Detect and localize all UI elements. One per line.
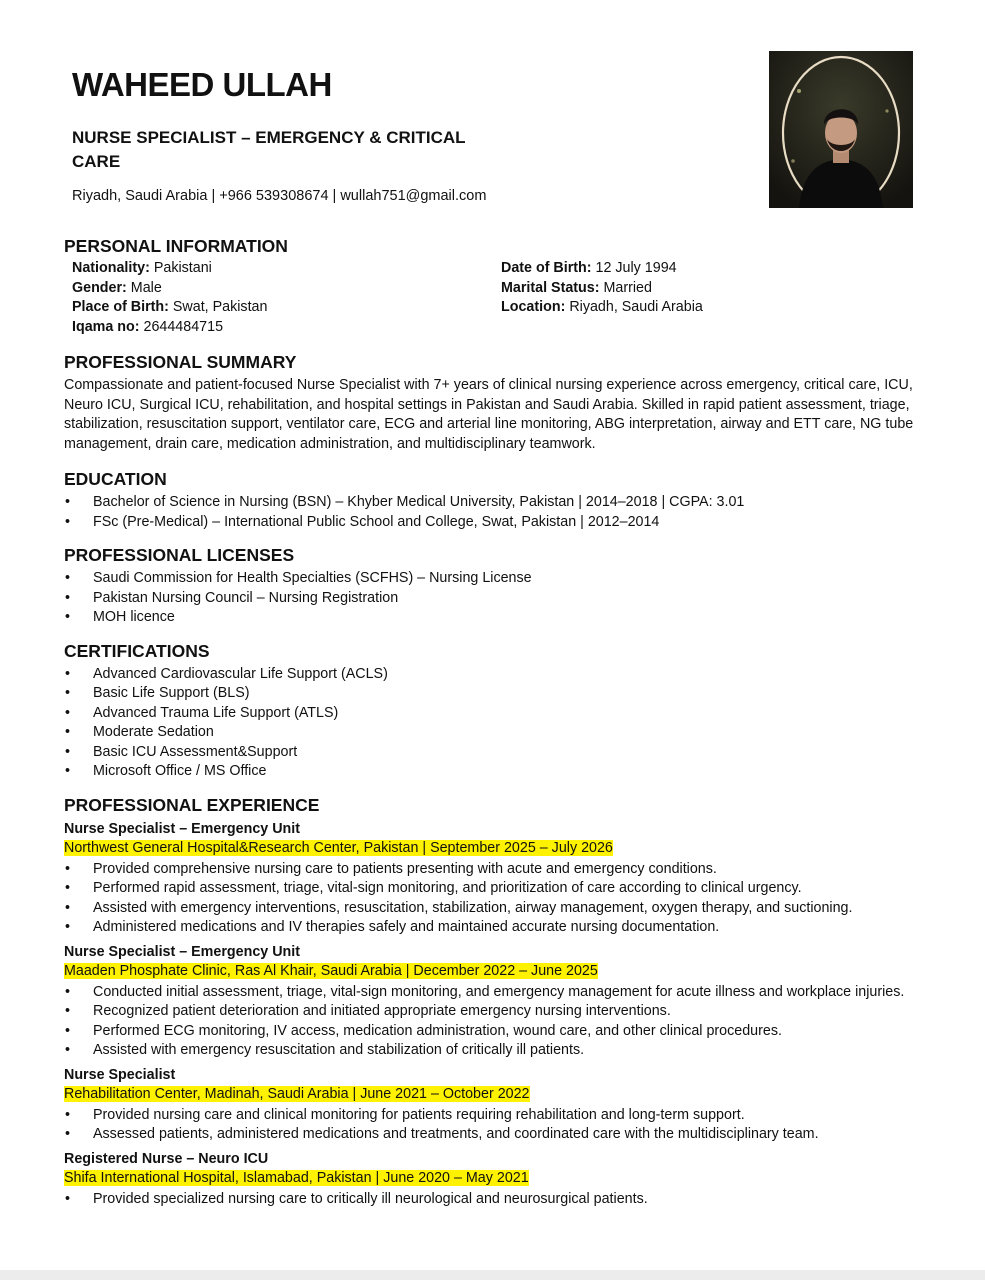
list-item: • Conducted initial assessment, triage, vital-sign monitoring, and emergency management for acute illness and workplace injuries. bbox=[64, 983, 924, 1003]
info-row bbox=[72, 279, 267, 299]
info-value: Pakistani bbox=[149, 260, 212, 276]
licenses-heading: PROFESSIONAL LICENSES bbox=[64, 545, 295, 565]
list-item: • Microsoft Office / MS Office bbox=[64, 762, 924, 782]
certifications-heading: CERTIFICATIONS bbox=[64, 640, 210, 661]
list-item: • Provided specialized nursing care to critically ill neurological and neurosurgical patients. bbox=[64, 1190, 924, 1210]
job-entry bbox=[64, 820, 924, 938]
info-label: Gender: bbox=[72, 279, 127, 296]
job-employer-highlight: Northwest General Hospital&Research Center, Pakistan | September 2025 – July 2026 bbox=[64, 840, 613, 856]
info-label: Date of Birth: bbox=[501, 260, 592, 276]
job-entry bbox=[64, 1066, 924, 1145]
list-item: • Basic Life Support (BLS) bbox=[64, 684, 924, 704]
job-employer-highlight: Rehabilitation Center, Madinah, Saudi Arabia | June 2021 – October 2022 bbox=[64, 1086, 530, 1102]
list-item: • Performed ECG monitoring, IV access, medication administration, wound care, and other clinical procedures. bbox=[64, 1022, 924, 1042]
certifications-list bbox=[64, 665, 924, 782]
info-label: Marital Status: bbox=[501, 279, 600, 296]
list-item: • Moderate Sedation bbox=[64, 723, 924, 743]
list-item: • Assisted with emergency interventions, resuscitation, stabilization, airway management, oxygen therapy, and suctioning. bbox=[64, 899, 924, 919]
list-item: • Saudi Commission for Health Specialties (SCFHS) – Nursing License bbox=[64, 569, 924, 589]
job-duties bbox=[64, 1106, 924, 1145]
summary-heading: PROFESSIONAL SUMMARY bbox=[64, 352, 297, 372]
job-duties bbox=[64, 860, 924, 938]
list-item: • Provided nursing care and clinical monitoring for patients requiring rehabilitation and long-term support. bbox=[64, 1106, 924, 1126]
info-label: Nationality: bbox=[72, 260, 150, 276]
list-item: • Assessed patients, administered medications and treatments, and coordinated care with the multidisciplinary team. bbox=[64, 1125, 924, 1145]
resume-body bbox=[64, 235, 924, 1209]
education-heading: EDUCATION bbox=[64, 469, 167, 489]
summary-text: Compassionate and patient-focused Nurse Specialist with 7+ years of clinical nursing experience across emergency, critical care, ICU, Neuro ICU, Surgical ICU, rehabilitation, and hospital settings in Pakistan and Saudi Arabia. Skilled in rapid patient assessment, triage, stabilization, resuscitation support, ventilator care, ECG and arterial line monitoring, ABG interpretation, airway and ETT care, NG tube management, drain care, medication administration, and multidisciplinary teamwork. bbox=[64, 377, 914, 452]
job-entry bbox=[64, 1150, 924, 1210]
info-label: Location: bbox=[501, 299, 566, 315]
list-item: • Basic ICU Assessment&Support bbox=[64, 743, 924, 763]
info-value: Riyadh, Saudi Arabia bbox=[565, 299, 703, 315]
list-item: • Administered medications and IV therapies safely and maintained accurate nursing documentation. bbox=[64, 918, 924, 938]
info-row bbox=[72, 298, 267, 318]
info-value: 2644484715 bbox=[139, 318, 224, 335]
list-item: • Performed rapid assessment, triage, vital-sign monitoring, and prioritization of care according to clinical urgency. bbox=[64, 879, 924, 899]
personal-info-grid bbox=[64, 259, 924, 339]
list-item: • FSc (Pre-Medical) – International Public School and College, Swat, Pakistan | 2012–2014 bbox=[64, 513, 924, 533]
list-item: • MOH licence bbox=[64, 608, 924, 628]
candidate-name: WAHEED ULLAH bbox=[72, 66, 332, 103]
personal-info-heading: PERSONAL INFORMATION bbox=[64, 236, 288, 256]
job-employer bbox=[64, 1169, 924, 1189]
info-row bbox=[72, 259, 267, 279]
info-row bbox=[501, 298, 703, 318]
profile-photo bbox=[769, 51, 913, 208]
list-item: • Pakistan Nursing Council – Nursing Registration bbox=[64, 589, 924, 609]
info-label: Iqama no: bbox=[72, 318, 140, 335]
info-value: 12 July 1994 bbox=[591, 260, 677, 276]
info-row bbox=[72, 318, 267, 338]
list-item: • Bachelor of Science in Nursing (BSN) – Khyber Medical University, Pakistan | 2014–2018 | CGPA: 3.01 bbox=[64, 493, 924, 513]
job-role: Nurse Specialist bbox=[64, 1066, 176, 1083]
job-employer bbox=[64, 839, 924, 859]
list-item: • Assisted with emergency resuscitation and stabilization of critically ill patients. bbox=[64, 1041, 924, 1061]
contact-line: Riyadh, Saudi Arabia | +966 539308674 | wullah751@gmail.com bbox=[72, 188, 487, 204]
info-row bbox=[501, 259, 703, 279]
education-list bbox=[64, 493, 924, 532]
job-employer bbox=[64, 962, 924, 982]
job-role: Nurse Specialist – Emergency Unit bbox=[64, 943, 300, 960]
job-duties bbox=[64, 1190, 924, 1210]
personal-info-left bbox=[72, 259, 267, 337]
experience-heading: PROFESSIONAL EXPERIENCE bbox=[64, 794, 320, 815]
job-duties bbox=[64, 983, 924, 1061]
info-value: Male bbox=[126, 279, 162, 296]
list-item: • Recognized patient deterioration and initiated appropriate emergency nursing interventions. bbox=[64, 1002, 924, 1022]
job-employer bbox=[64, 1085, 924, 1105]
info-row bbox=[501, 279, 703, 299]
personal-info-right bbox=[501, 259, 703, 318]
list-item: • Provided comprehensive nursing care to patients presenting with acute and emergency conditions. bbox=[64, 860, 924, 880]
licenses-list bbox=[64, 569, 924, 628]
job-role: Nurse Specialist – Emergency Unit bbox=[64, 820, 300, 837]
list-item: • Advanced Cardiovascular Life Support (ACLS) bbox=[64, 665, 924, 685]
job-employer-highlight: Maaden Phosphate Clinic, Ras Al Khair, Saudi Arabia | December 2022 – June 2025 bbox=[64, 963, 598, 979]
job-entry bbox=[64, 943, 924, 1061]
profile-photo-image bbox=[769, 51, 913, 208]
info-value: Married bbox=[599, 279, 652, 296]
job-employer-highlight: Shifa International Hospital, Islamabad, Pakistan | June 2020 – May 2021 bbox=[64, 1170, 529, 1186]
info-value: Swat, Pakistan bbox=[168, 299, 268, 315]
job-title-heading: NURSE SPECIALIST – EMERGENCY & CRITICAL CARE bbox=[72, 128, 466, 171]
info-label: Place of Birth: bbox=[72, 299, 169, 315]
job-role: Registered Nurse – Neuro ICU bbox=[64, 1150, 269, 1167]
list-item: • Advanced Trauma Life Support (ATLS) bbox=[64, 704, 924, 724]
